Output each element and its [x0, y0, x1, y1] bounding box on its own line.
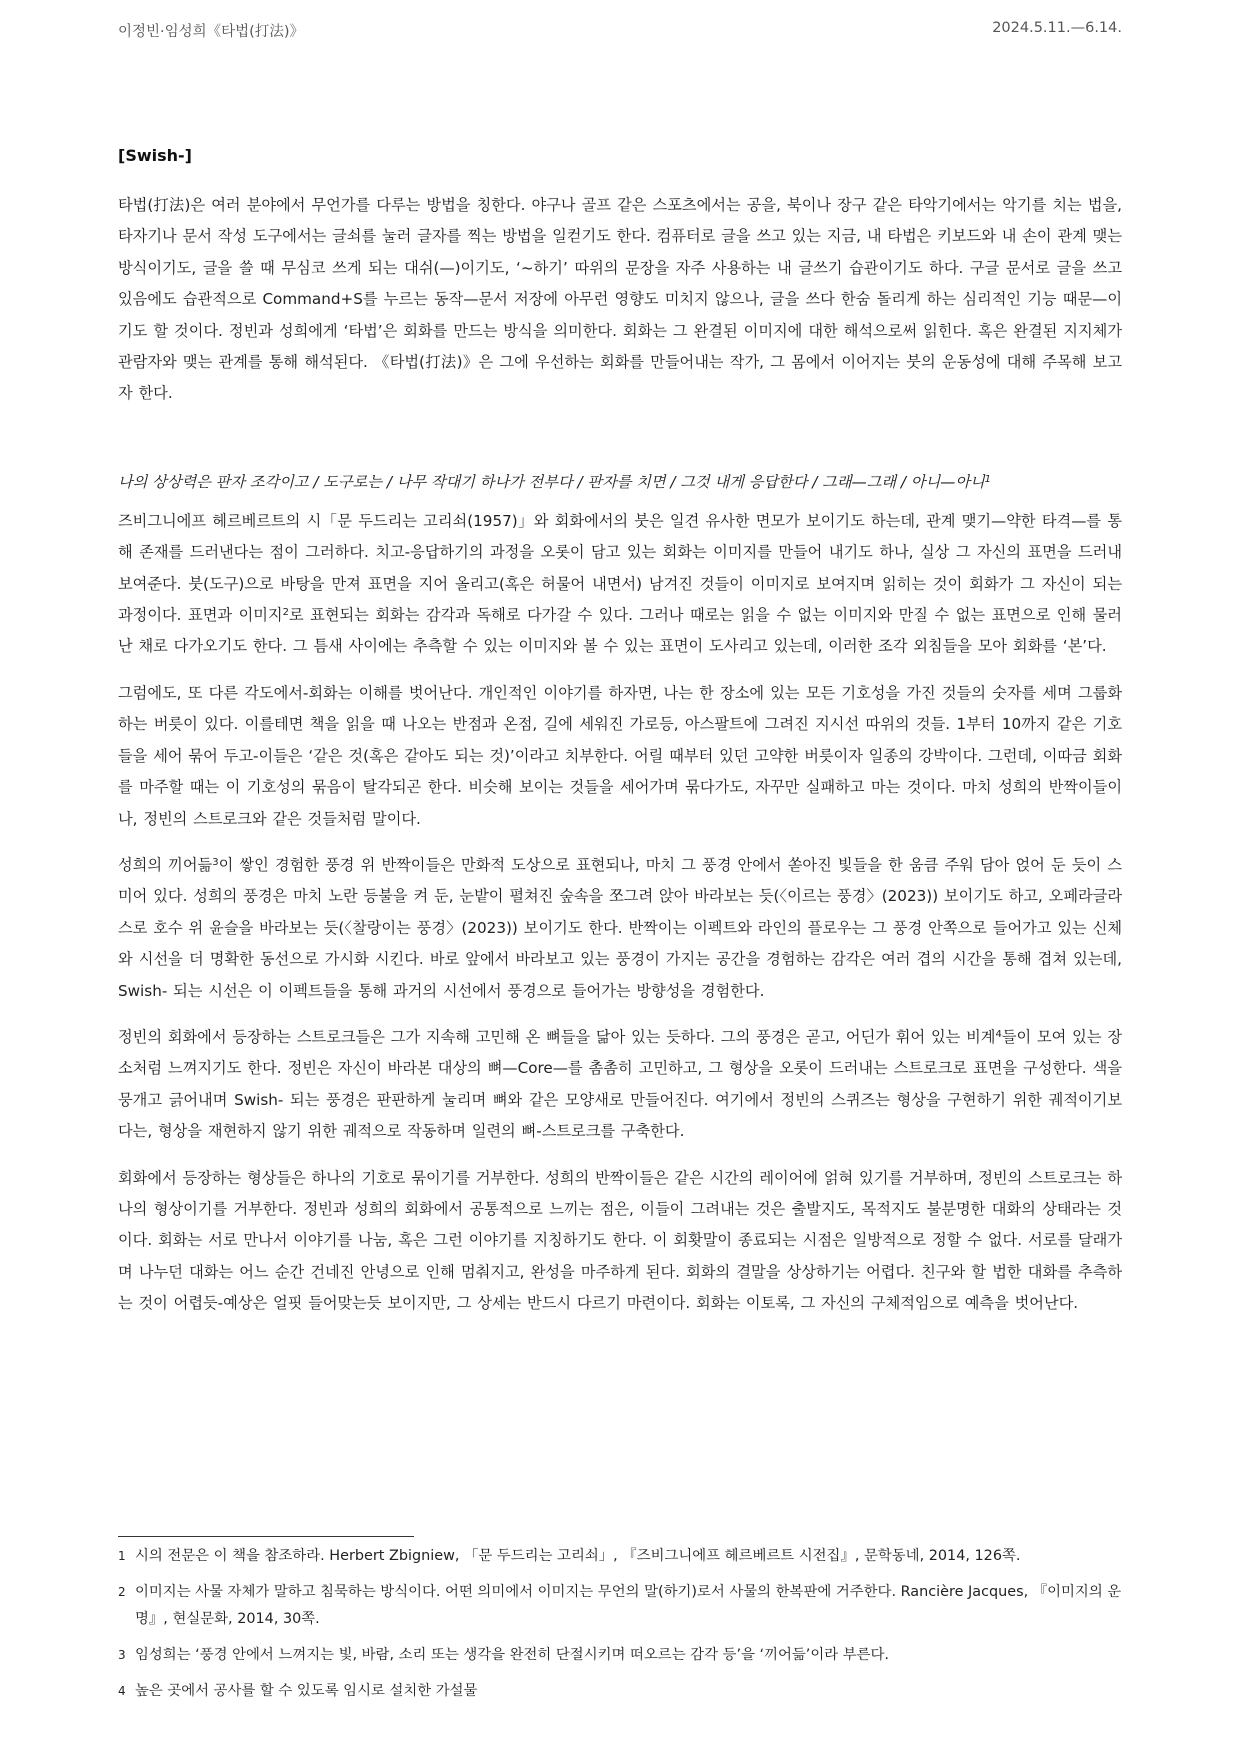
footnote-2	[118, 1579, 1122, 1633]
poem-text: 나의 상상력은 판자 조각이고 / 도구로는 / 나무 작대기 하나가 전부다 / 판자를 치면 / 그것 내게 응답한다 / 그래—그래 / 아니—아니	[118, 472, 985, 491]
footnote-number: 1	[118, 1549, 126, 1563]
footnote-ref-3[interactable]: 3	[212, 856, 219, 868]
footnote-3	[118, 1642, 1122, 1669]
footnote-4	[118, 1678, 1122, 1705]
footnote-text: 높은 곳에서 공사를 할 수 있도록 임시로 설치한 가설물	[135, 1683, 478, 1699]
intro-paragraph: 타법(打法)은 여러 분야에서 무언가를 다루는 방법을 칭한다. 야구나 골프 같은 스포츠에서는 공을, 북이나 장구 같은 타악기에서는 악기를 치는 법을, 타자기나 문서 작성 도구에서는 글쇠를 눌러 글자를 찍는 방법을 일컫기도 한다. 컴퓨터로 글을 쓰고 있는 지금, 내 타법은 키보드와 내 손이 관계 맺는 방식이기도, 글을 쓸 때 무심코 쓰게 되는 대쉬(—)이기도, ‘~하기’ 따위의 문장을 자주 사용하는 내 글쓰기 습관이기도 하다. 구글 문서로 글을 쓰고 있음에도 습관적으로 Command+S를 누르는 동작—문서 저장에 아무런 영향도 미치지 않으나, 글을 쓰다 한숨 돌리게 하는 심리적인 기능 때문—이기도 할 것이다. 정빈과 성희에게 ‘타법’은 회화를 만드는 방식을 의미한다. 회화는 그 완결된 이미지에 대한 해석으로써 읽힌다. 혹은 완결된 지지체가 관람자와 맺는 관계를 통해 해석된다. 《타법(打法)》은 그에 우선하는 회화를 만들어내는 작가, 그 몸에서 이어지는 붓의 운동성에 대해 주목해 보고자 한다.	[118, 196, 1122, 403]
paragraph-4-part-a: 성희의 끼어듦	[118, 855, 213, 874]
paragraph-2-part-a: 즈비그니에프 헤르베르트의 시「문 두드리는 고리쇠(1957)」와 회화에서의 붓은 일견 유사한 면모가 보이기도 하는데, 관계 맺기—약한 타격—를 통해 존재를 드러낸다는 점이 그러하다. 치고-응답하기의 과정을 오롯이 담고 있는 회화는 이미지를 만들어 내기도 하나, 실상 그 자신의 표면을 드러내 보여준다. 붓(도구)으로 바탕을 만져 표면을 지어 올리고(혹은 허물어 내면서) 남겨진 것들이 이미지로 보여지며 읽히는 것이 회화가 그 자신이 되는 과정이다. 표면과 이미지	[118, 511, 1122, 625]
header-exhibition-dates: 2024.5.11.—6.14.	[992, 20, 1122, 36]
header-exhibition-title: 이정빈·임성희《타법(打法)》	[118, 24, 304, 40]
page-header	[118, 20, 1122, 42]
footnote-ref-1[interactable]: 1	[984, 473, 992, 485]
poem-epigraph	[118, 467, 1122, 498]
footnote-text: 시의 전문은 이 책을 참조하라. Herbert Zbigniew, 「문 두드리는 고리쇠」, 『즈비그니에프 헤르베르트 시전집』, 문학동네, 2014, 126쪽.	[135, 1548, 1021, 1564]
paragraph-5-part-b: 들이 모여 있는 장소처럼 느껴지기도 한다. 정빈은 자신이 바라본 대상의 뼈—Core—를 촘촘히 고민하고, 그 형상을 오롯이 드러내는 스트로크로 표면을 구성한다. 색을 뭉개고 긁어내며 Swish- 되는 풍경은 판판하게 눌리며 뼈와 같은 모양새로 만들어진다. 여기에서 정빈의 스퀴즈는 형상을 구현하기 위한 궤적이기보다는, 형상을 재현하지 않기 위한 궤적으로 작동하며 일련의 뼈-스트로크를 구축한다.	[118, 1027, 1123, 1141]
footnote-divider	[118, 1536, 414, 1537]
footnote-1	[118, 1543, 1122, 1570]
footnotes	[118, 1543, 1122, 1714]
footnote-ref-4[interactable]: 4	[995, 1028, 1002, 1040]
paragraph-5	[118, 1022, 1122, 1148]
section-title: [Swish-]	[118, 146, 192, 165]
footnote-text: 이미지는 사물 자체가 말하고 침묵하는 방식이다. 어떤 의미에서 이미지는 무언의 말(하기)로서 사물의 한복판에 거주한다. Rancière Jacques, 『이미지의 운명』, 현실문화, 2014, 30쪽.	[135, 1584, 1122, 1627]
essay-body	[118, 146, 1122, 1335]
paragraph-4-part-b: 이 쌓인 경험한 풍경 위 반짝이들은 만화적 도상으로 표현되나, 마치 그 풍경 안에서 쏟아진 빛들을 한 움큼 주워 담아 얹어 둔 듯이 스미어 있다. 성희의 풍경은 마치 노란 등불을 켜 둔, 눈밭이 펼쳐진 숲속을 쪼그려 앉아 바라보는 듯(〈이르는 풍경〉(2023)) 보이기도 하고, 오페라글라스로 호수 위 윤슬을 바라보는 듯(〈찰랑이는 풍경〉(2023)) 보이기도 한다. 반짝이는 이펙트와 라인의 플로우는 그 풍경 안쪽으로 들어가고 있는 신체와 시선을 더 명확한 동선으로 가시화 시킨다. 바로 앞에서 바라보고 있는 풍경이 가지는 공간을 경험하는 감각은 여러 겹의 시간을 통해 겹쳐 있는데, Swish- 되는 시선은 이 이펙트들을 통해 과거의 시선에서 풍경으로 들어가는 방향성을 경험한다.	[118, 855, 1123, 1000]
footnote-number: 2	[118, 1585, 126, 1599]
paragraph-6: 회화에서 등장하는 형상들은 하나의 기호로 묶이기를 거부한다. 성희의 반짝이들은 같은 시간의 레이어에 얽혀 있기를 거부하며, 정빈의 스트로크는 하나의 형상이기를 거부한다. 정빈과 성희의 회화에서 공통적으로 느끼는 점은, 이들이 그려내는 것은 출발지도, 목적지도 불분명한 대화의 상태라는 것이다. 회화는 서로 만나서 이야기를 나눔, 혹은 그런 이야기를 지칭하기도 한다. 이 회홧말이 종료되는 시점은 일방적으로 정할 수 없다. 서로를 달래가며 나누던 대화는 어느 순간 건네진 안녕으로 인해 멈춰지고, 완성을 마주하게 된다. 회화의 결말을 상상하기는 어렵다. 친구와 할 법한 대화를 추측하는 것이 어렵듯-예상은 얼핏 들어맞는듯 보이지만, 그 상세는 반드시 다르기 마련이다. 회화는 이토록, 그 자신의 구체적임으로 예측을 벗어난다.	[118, 1168, 1122, 1313]
paragraph-5-part-a: 정빈의 회화에서 등장하는 스트로크들은 그가 지속해 고민해 온 뼈들을 닮아 있는 듯하다. 그의 풍경은 곧고, 어딘가 휘어 있는 비계	[118, 1027, 996, 1046]
footnote-number: 3	[118, 1648, 126, 1662]
footnote-number: 4	[118, 1684, 126, 1698]
paragraph-4	[118, 850, 1122, 1007]
paragraph-2	[118, 506, 1122, 663]
footnote-ref-2[interactable]: 2	[282, 607, 289, 619]
paragraph-2-part-b: 로 표현되는 회화는 감각과 독해로 다가갈 수 있다. 그러나 때로는 읽을 수 없는 이미지와 만질 수 없는 표면으로 인해 물러난 채로 다가오기도 한다. 그 틈새 사이에는 추측할 수 있는 이미지와 볼 수 있는 표면이 도사리고 있는데, 이러한 조각 외침들을 모아 회화를 ‘본’다.	[118, 606, 1122, 656]
paragraph-3: 그럼에도, 또 다른 각도에서-회화는 이해를 벗어난다. 개인적인 이야기를 하자면, 나는 한 장소에 있는 모든 기호성을 가진 것들의 숫자를 세며 그룹화하는 버릇이 있다. 이를테면 책을 읽을 때 나오는 반점과 온점, 길에 세워진 가로등, 아스팔트에 그려진 지시선 따위의 것들. 1부터 10까지 같은 기호들을 세어 묶어 두고-이들은 ‘같은 것(혹은 같아도 되는 것)’이라고 치부한다. 어릴 때부터 있던 고약한 버릇이자 일종의 강박이다. 그런데, 이따금 회화를 마주할 때는 이 기호성의 묶음이 탈각되곤 한다. 비슷해 보이는 것들을 세어가며 묶다가도, 자꾸만 실패하고 마는 것이다. 마치 성희의 반짝이들이나, 정빈의 스트로크와 같은 것들처럼 말이다.	[118, 683, 1122, 828]
footnote-text: 임성희는 ‘풍경 안에서 느껴지는 빛, 바람, 소리 또는 생각을 완전히 단절시키며 떠오르는 감각 등’을 ‘끼어듦’이라 부른다.	[135, 1647, 890, 1663]
